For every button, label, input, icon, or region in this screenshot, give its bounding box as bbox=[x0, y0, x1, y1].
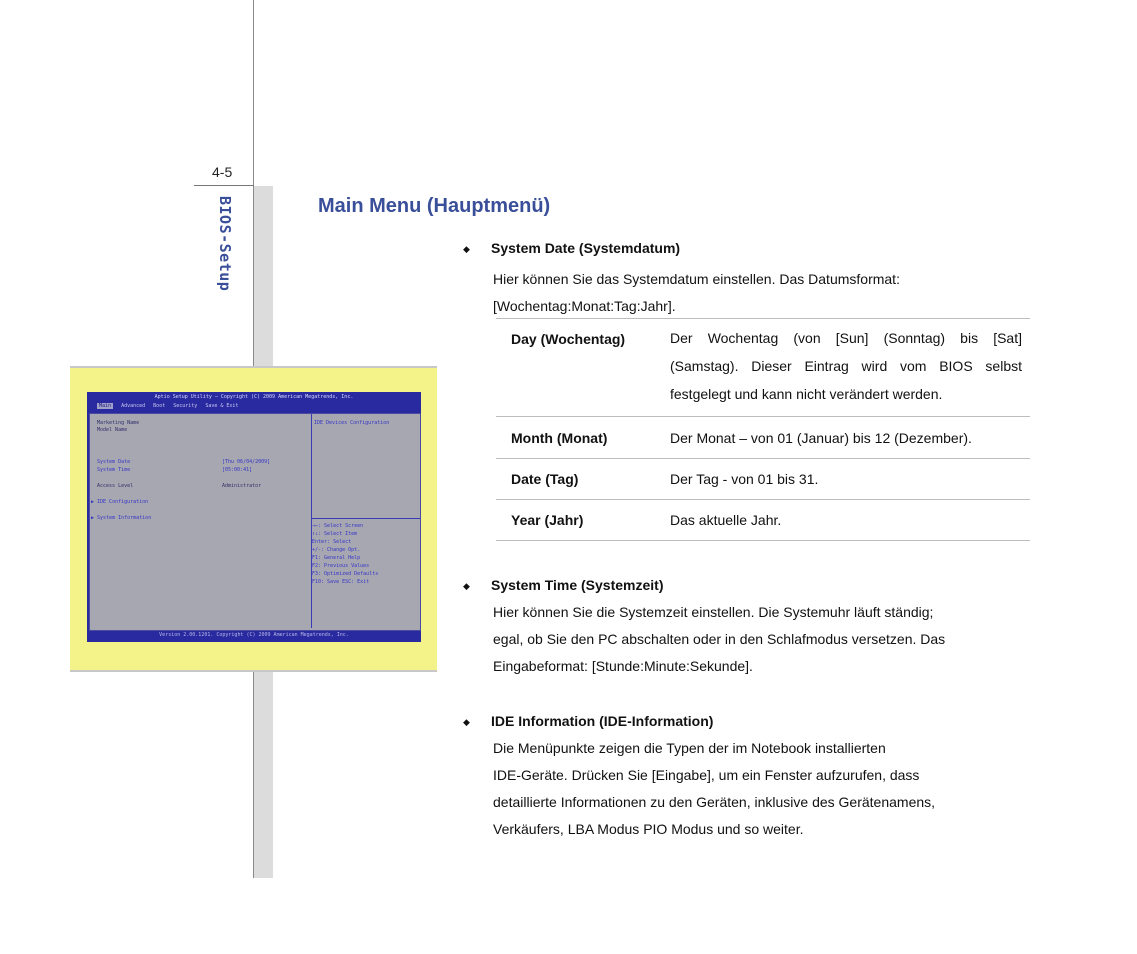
row-desc-date: Der Tag - von 01 bis 31. bbox=[670, 471, 819, 487]
ide-information-line: Die Menüpunkte zeigen die Typen der im Notebook installierten bbox=[493, 740, 886, 756]
bios-key-select-screen: →←: Select Screen bbox=[312, 523, 364, 529]
bios-key-defaults: F3: Optimized Defaults bbox=[312, 571, 379, 577]
ide-information-line: IDE-Geräte. Drücken Sie [Eingabe], um ein Fenster aufzurufen, dass bbox=[493, 767, 920, 783]
row-desc-month: Der Monat – von 01 (Januar) bis 12 (Dezember). bbox=[670, 430, 972, 446]
bios-screenshot bbox=[87, 392, 421, 642]
system-date-line: Hier können Sie das Systemdatum einstellen. Das Datumsformat: bbox=[493, 271, 900, 287]
ide-information-line: detaillierte Informationen zu den Geräten, inklusive des Gerätenamens, bbox=[493, 794, 936, 810]
bios-access-level: Access Level bbox=[97, 483, 134, 489]
row-desc-day-line: Der Wochentag (von [Sun] (Sonntag) bis [Sat] bbox=[670, 330, 1022, 346]
bios-key-help: F1: General Help bbox=[312, 555, 361, 561]
bios-menu-security: Security bbox=[173, 403, 198, 409]
bios-help-divider bbox=[311, 518, 420, 519]
bios-footer: Version 2.00.1201. Copyright (C) 2009 American Megatrends, Inc. bbox=[159, 632, 349, 638]
bios-body bbox=[89, 413, 421, 631]
system-time-line: Eingabeformat: [Stunde:Minute:Sekunde]. bbox=[493, 658, 753, 674]
bios-system-date-value: [Thu 06/04/2009] bbox=[222, 459, 271, 465]
bios-key-select-item: ↑↓: Select Item bbox=[312, 531, 358, 537]
bios-model-name: Model Name bbox=[97, 427, 128, 433]
table-rule bbox=[496, 416, 1030, 417]
section-heading: Main Menu (Hauptmenü) bbox=[318, 195, 551, 217]
row-desc-day-line: festgelegt und kann nicht verändert werden. bbox=[670, 386, 943, 402]
row-label-date: Date (Tag) bbox=[511, 471, 579, 487]
bios-menu-main: Main bbox=[99, 403, 112, 409]
bios-key-save-exit: F10: Save ESC: Exit bbox=[312, 579, 370, 585]
bios-menu-advanced: Advanced bbox=[121, 403, 146, 409]
bios-marketing-name: Marketing Name bbox=[97, 420, 140, 426]
system-date-text bbox=[493, 266, 900, 320]
bios-ide-configuration: ▶ IDE Configuration bbox=[91, 499, 149, 505]
system-time-line: egal, ob Sie den PC abschalten oder in den Schlafmodus versetzen. Das bbox=[493, 631, 946, 647]
system-time-title: System Time (Systemzeit) bbox=[491, 577, 664, 593]
bios-system-time: System Time bbox=[97, 467, 131, 473]
bios-access-level-value: Administrator bbox=[222, 483, 262, 489]
bios-menu-save-exit: Save & Exit bbox=[205, 403, 239, 409]
system-date-line: [Wochentag:Monat:Tag:Jahr]. bbox=[493, 298, 676, 314]
row-label-day: Day (Wochentag) bbox=[511, 331, 626, 347]
bullet-diamond-icon: ◆ bbox=[463, 717, 470, 727]
table-rule bbox=[496, 540, 1030, 541]
ide-information-text bbox=[493, 735, 935, 843]
margin-gray-bar-upper bbox=[254, 186, 273, 366]
bios-key-previous: F2: Previous Values bbox=[312, 563, 370, 569]
bullet-diamond-icon: ◆ bbox=[463, 581, 470, 591]
page-number: 4-5 bbox=[212, 164, 233, 180]
system-date-title: System Date (Systemdatum) bbox=[491, 240, 681, 256]
bios-key-enter: Enter: Select bbox=[312, 539, 352, 545]
row-desc-year: Das aktuelle Jahr. bbox=[670, 512, 782, 528]
bios-menu-boot: Boot bbox=[153, 403, 166, 409]
row-desc-day-line: (Samstag). Dieser Eintrag wird vom BIOS selbst bbox=[670, 358, 1022, 374]
system-time-line: Hier können Sie die Systemzeit einstellen. Die Systemuhr läuft ständig; bbox=[493, 604, 934, 620]
bullet-diamond-icon: ◆ bbox=[463, 244, 470, 254]
bios-title: Aptio Setup Utility – Copyright (C) 2009 American Megatrends, Inc. bbox=[154, 394, 354, 400]
margin-gray-bar-lower bbox=[254, 668, 273, 878]
ide-information-line: Verkäufers, LBA Modus PIO Modus und so weiter. bbox=[493, 821, 804, 837]
row-desc-day bbox=[670, 324, 1022, 408]
page-number-rule bbox=[194, 185, 254, 186]
row-label-year: Year (Jahr) bbox=[511, 512, 584, 528]
bios-key-change: +/-: Change Opt. bbox=[312, 547, 361, 553]
chapter-side-label: BIOS-Setup bbox=[216, 196, 234, 292]
system-time-text bbox=[493, 599, 945, 680]
bios-system-information: ▶ System Information bbox=[91, 515, 152, 521]
bios-column-divider bbox=[311, 414, 312, 628]
bios-help-title: IDE Devices Configuration bbox=[314, 420, 390, 426]
table-rule bbox=[496, 499, 1030, 500]
bios-system-time-value: [05:00:41] bbox=[222, 467, 253, 473]
row-label-month: Month (Monat) bbox=[511, 430, 608, 446]
table-rule bbox=[496, 458, 1030, 459]
bios-system-date: System Date bbox=[97, 459, 131, 465]
ide-information-title: IDE Information (IDE-Information) bbox=[491, 713, 714, 729]
bios-menu-bar bbox=[97, 403, 243, 409]
table-rule bbox=[496, 318, 1030, 319]
